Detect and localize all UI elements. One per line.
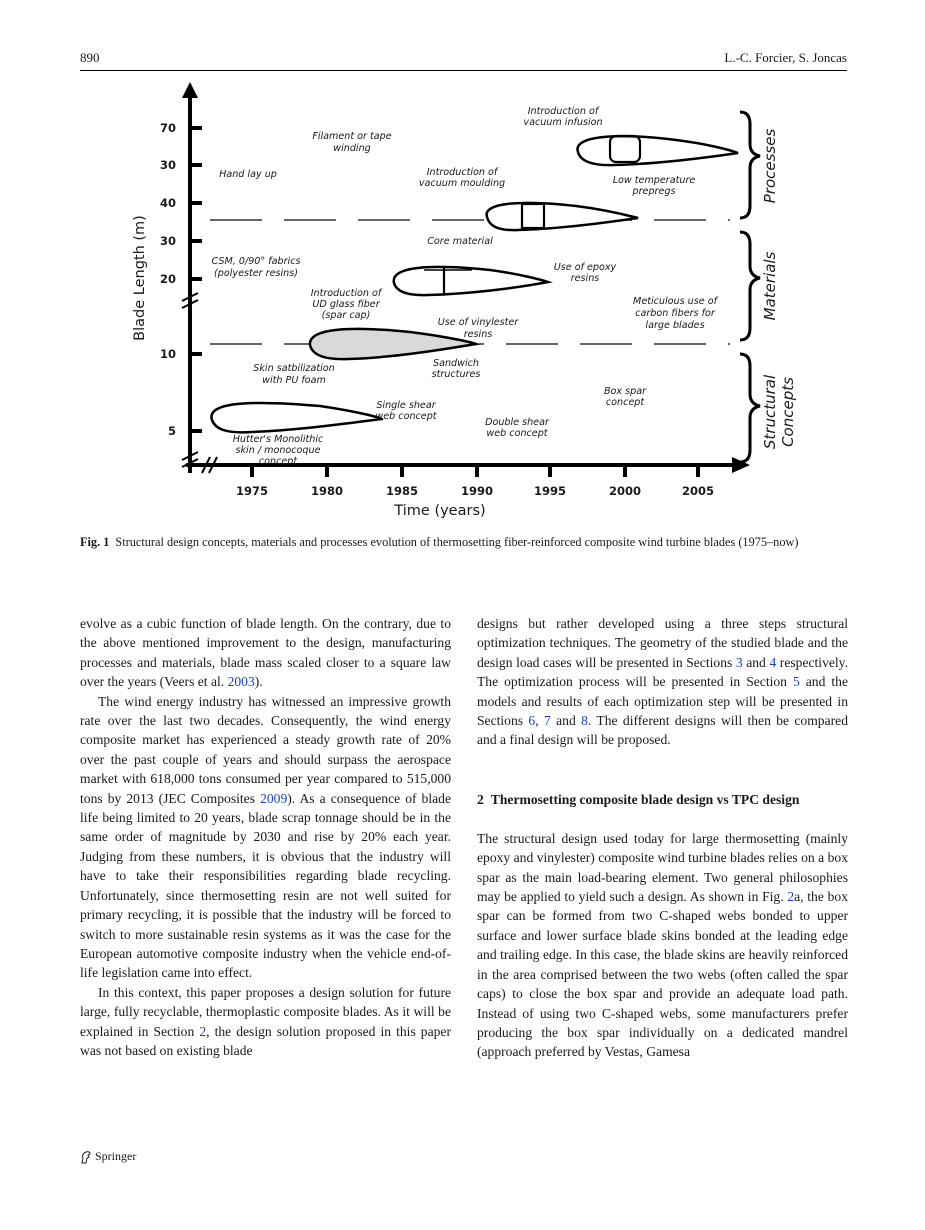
label-vacuum-infusion: vacuum infusion bbox=[523, 117, 603, 128]
label-carbon: large blades bbox=[645, 320, 705, 331]
airfoil-box-spar bbox=[577, 136, 738, 165]
y-tick: 20 bbox=[159, 272, 176, 286]
label-vinylester: Use of vinylester bbox=[437, 317, 519, 328]
section-link[interactable]: 4 bbox=[769, 654, 777, 670]
x-tick: 1975 bbox=[235, 484, 269, 498]
label-epoxy: Use of epoxy bbox=[553, 262, 617, 273]
publisher-name: Springer bbox=[95, 1149, 137, 1163]
materials-brace bbox=[740, 232, 760, 340]
label-ud-glass: (spar cap) bbox=[321, 310, 371, 321]
label-carbon: Meticulous use of bbox=[633, 296, 717, 307]
paragraph: The structural design used today for large thermosetting (mainly epoxy and vinylester) composite wind turbine blades relies on a box spar as the main load-bearing element. Two general philosophies may be applied to yield such a design. As shown in Fig. 2a, the box spar can be formed from two C-shaped webs bonded to upper surface and lower surface blade skins bonded at the leading edge and trailing edge. In this case, the blade skins are heavily reinforced in the area comprised between the two webs (often called the spar caps) to close the box spar and provide an adequate load path. Instead of using two C-shaped webs, some manufacturers prefer producing the box spar individually on a dedicated mandrel (approach preferred by Vestas, Gamesa bbox=[477, 830, 848, 1060]
left-column bbox=[80, 614, 451, 1060]
paragraph: In this context, this paper proposes a design solution for future large, fully recyclable, thermoplastic composite blades. As it will be explained in Section 2, the design solution proposed in this paper was not based on existing blade bbox=[80, 984, 451, 1058]
paragraph: The wind energy industry has witnessed an impressive growth rate over the last two decades. Consequently, the wind energy composite market has experienced a steady growth rate of 20% over the past couple of years and should surpass the aerospace market with 618,000 tons consumed per year compared to 515,000 tons by 2013 (JEC Composites 2009). As a consequence of blade life being limited to 20 years, blade scrap tonnage should be in the same order of magnitude by 2030 and rise by 20% each year. Judging from these numbers, it is obvious that the industry will have to take their responsibilities regarding blade recycling. Unfortunately, since thermosetting resin are not well suited for primary recycling, it is possible that the industry will be forced to switch to more sustainable resin systems as it was the case for the European automotive composite industry when the vehicle end-of-life legislation came into effect. bbox=[80, 693, 451, 981]
label-vinylester: resins bbox=[463, 329, 493, 340]
x-tick: 2000 bbox=[608, 484, 642, 498]
processes-brace bbox=[740, 112, 760, 218]
label-ud-glass: UD glass fiber bbox=[312, 299, 380, 310]
y-axis-arrow bbox=[182, 82, 198, 98]
label-single-shear: web concept bbox=[375, 411, 437, 422]
x-axis-title: Time (years) bbox=[394, 503, 486, 519]
label-hutter: skin / monocoque bbox=[235, 445, 321, 456]
label-core-material: Core material bbox=[427, 236, 493, 247]
y-tick: 10 bbox=[159, 347, 176, 361]
x-tick: 1990 bbox=[460, 484, 494, 498]
label-hutter: Hutter's Monolithic bbox=[232, 434, 324, 445]
right-column bbox=[477, 614, 848, 1062]
label-vacuum-moulding: Introduction of bbox=[426, 167, 498, 178]
label-epoxy: resins bbox=[570, 273, 600, 284]
group-label-concepts: Concepts bbox=[779, 377, 797, 447]
section-link[interactable]: 6 bbox=[528, 713, 536, 729]
structural-brace bbox=[740, 354, 760, 462]
label-hutter: concept bbox=[258, 456, 298, 467]
x-tick: 2005 bbox=[681, 484, 715, 498]
y-tick: 5 bbox=[167, 424, 176, 438]
airfoil-ud-spar bbox=[394, 267, 548, 295]
section-link[interactable]: 5 bbox=[792, 674, 800, 690]
paragraph: evolve as a cubic function of blade length. On the contrary, due to the above mentioned improvement to the design, manufacturing processes and materials, blade mass scaled closer to a square law over the years (Veers et al. 2003). bbox=[80, 616, 451, 690]
y-tick: 30 bbox=[159, 158, 176, 172]
figure-link[interactable]: 2 bbox=[787, 889, 795, 905]
y-axis-title: Blade Length (m) bbox=[132, 215, 148, 341]
airfoil-pu-foam bbox=[310, 329, 476, 359]
label-vacuum-moulding: vacuum moulding bbox=[418, 178, 506, 189]
section-link[interactable]: 8 bbox=[581, 713, 588, 729]
paragraph: designs but rather developed using a three steps structural optimization techniques. The geometry of the studied blade and the design load cases will be presented in Sections 3 and 4 respectively. The optimization process will be presented in Section 5 and the models and results of each optimization step will be presented in Sections 6, 7 and 8. The different designs will then be compared and a final design will be proposed. bbox=[477, 616, 848, 748]
group-label-processes: Processes bbox=[761, 128, 779, 204]
group-label-materials: Materials bbox=[761, 251, 779, 321]
section-heading: 2 Thermosetting composite blade design vs TPC design bbox=[477, 791, 800, 807]
x-tick: 1980 bbox=[310, 484, 344, 498]
figure-caption bbox=[80, 534, 847, 550]
airfoil-double-web bbox=[487, 203, 638, 230]
label-csm-fabrics: CSM, 0/90° fabrics bbox=[211, 256, 301, 267]
section-link[interactable]: 7 bbox=[543, 713, 551, 729]
springer-horse-icon bbox=[80, 1150, 92, 1164]
label-low-temperature: Low temperature bbox=[612, 175, 696, 186]
caption-label: Fig. 1 bbox=[80, 535, 110, 549]
running-authors: L.-C. Forcier, S. Joncas bbox=[724, 50, 847, 65]
airfoil-monocoque bbox=[211, 403, 382, 432]
figure-1 bbox=[120, 78, 800, 528]
label-sandwich: Sandwich bbox=[432, 358, 480, 369]
timeline-diagram bbox=[120, 78, 800, 528]
section-link[interactable]: 3 bbox=[735, 654, 743, 670]
label-box-spar: concept bbox=[605, 397, 645, 408]
footer bbox=[80, 1149, 136, 1164]
citation-link[interactable]: 2003 bbox=[227, 674, 255, 690]
label-pu-foam: Skin satbilization bbox=[253, 363, 335, 374]
label-sandwich: structures bbox=[431, 369, 481, 380]
label-double-shear: web concept bbox=[486, 428, 548, 439]
y-tick: 40 bbox=[159, 196, 176, 210]
caption-text: Structural design concepts, materials and processes evolution of thermosetting fiber-reinforced composite wind turbine blades (1975–now) bbox=[115, 535, 799, 549]
label-filament-winding: Filament or tape bbox=[312, 131, 392, 142]
label-single-shear: Single shear bbox=[376, 400, 436, 411]
label-carbon: carbon fibers for bbox=[635, 308, 715, 319]
y-tick: 70 bbox=[159, 121, 176, 135]
running-header bbox=[80, 50, 847, 71]
label-ud-glass: Introduction of bbox=[310, 288, 382, 299]
section-link[interactable]: 2 bbox=[199, 1023, 207, 1039]
x-tick: 1995 bbox=[533, 484, 567, 498]
y-tick: 30 bbox=[159, 234, 176, 248]
page-number: 890 bbox=[80, 50, 100, 65]
group-label-structural: Structural bbox=[761, 374, 779, 450]
label-filament-winding: winding bbox=[333, 143, 371, 154]
label-csm-fabrics: (polyester resins) bbox=[214, 268, 298, 279]
label-box-spar: Box spar bbox=[603, 386, 647, 397]
label-pu-foam: with PU foam bbox=[262, 375, 326, 386]
citation-link[interactable]: 2009 bbox=[260, 790, 288, 806]
label-low-temperature: prepregs bbox=[632, 186, 676, 197]
x-tick: 1985 bbox=[385, 484, 419, 498]
label-vacuum-infusion: Introduction of bbox=[527, 106, 599, 117]
label-double-shear: Double shear bbox=[485, 417, 549, 428]
label-hand-lay-up: Hand lay up bbox=[219, 169, 277, 180]
